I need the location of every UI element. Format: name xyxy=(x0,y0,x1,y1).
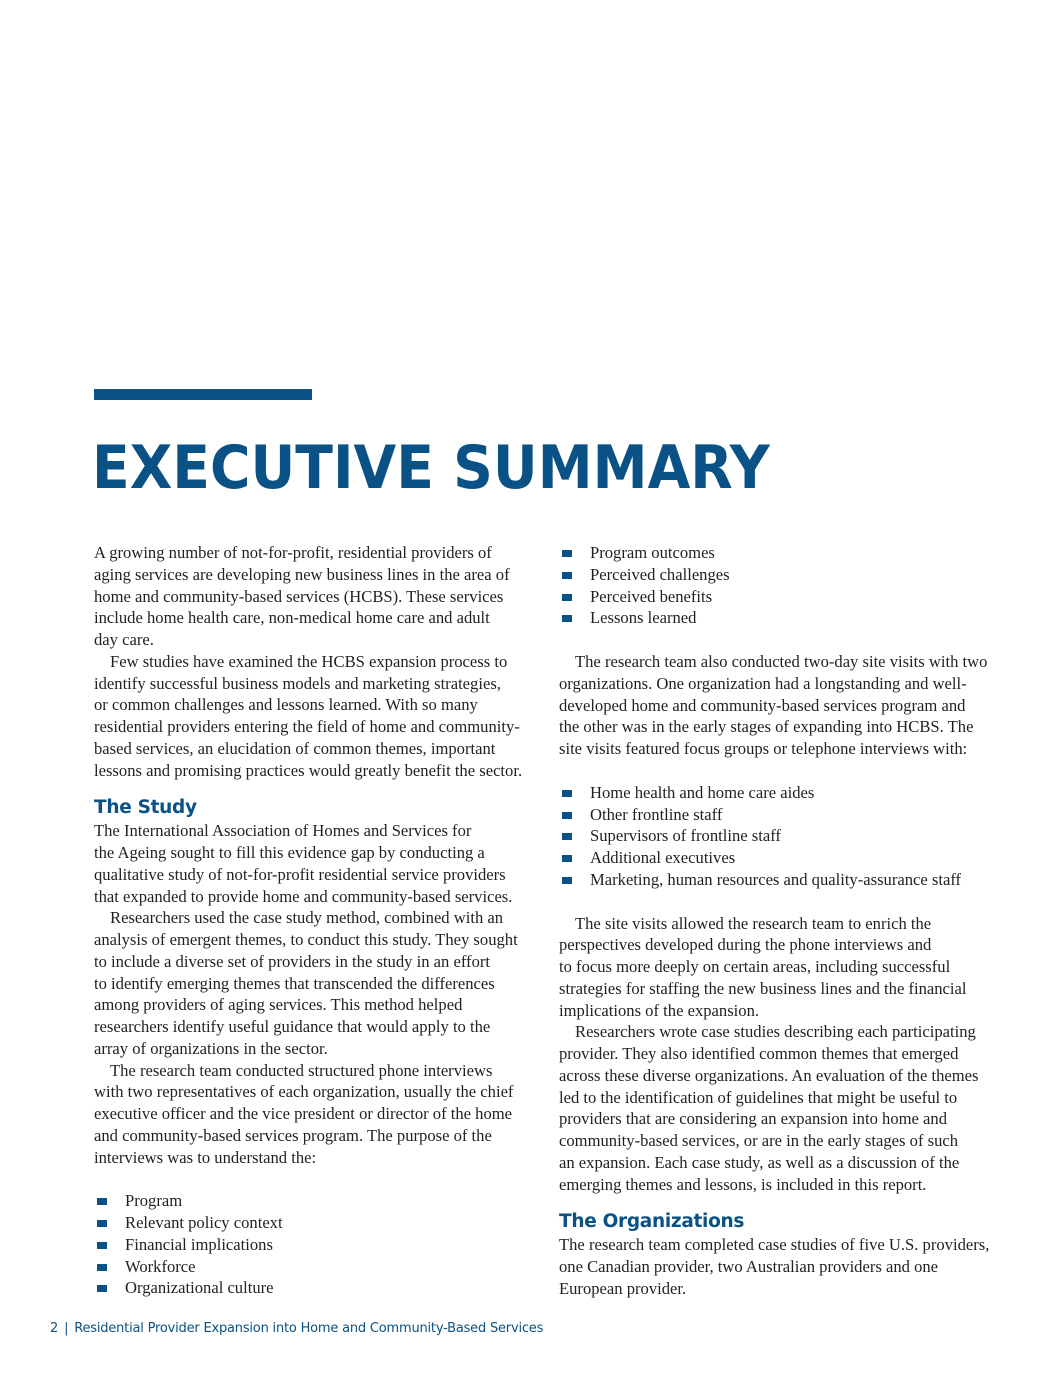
text-line: Researchers used the case study method, combined with an xyxy=(110,908,504,928)
text-line: strategies for staffing the new business lines and the financial xyxy=(559,978,967,998)
site-visits-paragraph xyxy=(559,651,1009,760)
square-bullet-icon xyxy=(562,615,572,622)
list-item xyxy=(559,607,1009,629)
text-line: executive officer and the vice president or director of the home xyxy=(94,1104,513,1123)
list-item xyxy=(559,586,1009,608)
text-line: emerging themes and lessons, is included in this report. xyxy=(559,1174,927,1194)
list-item xyxy=(559,564,1009,586)
text-line: developed home and community-based services program and xyxy=(559,695,966,715)
square-bullet-icon xyxy=(562,572,572,579)
list-item xyxy=(559,825,1009,847)
text-line: A growing number of not-for-profit, residential providers of xyxy=(94,543,492,562)
square-bullet-icon xyxy=(97,1264,107,1271)
list-item-label: Financial implications xyxy=(125,1234,273,1254)
list-item-label: Workforce xyxy=(125,1256,196,1276)
text-line: site visits featured focus groups or telephone interviews with: xyxy=(559,739,968,758)
text-line: Researchers wrote case studies describing each participating xyxy=(575,1022,976,1042)
list-item-label: Relevant policy context xyxy=(125,1213,283,1232)
square-bullet-icon xyxy=(562,550,572,557)
intro-paragraph-2 xyxy=(94,651,544,782)
study-paragraph-1 xyxy=(94,820,544,907)
list-item-label: Other frontline staff xyxy=(590,804,723,824)
page-footer xyxy=(50,1321,543,1336)
study-paragraph-2 xyxy=(94,907,544,1059)
text-line: The site visits allowed the research team to enrich the xyxy=(575,913,932,933)
list-item xyxy=(94,1277,544,1299)
text-line: day care. xyxy=(94,630,154,649)
text-line: community-based services, or are in the early stages of such xyxy=(559,1131,959,1150)
section-heading-the-study: The Study xyxy=(94,797,197,819)
list-item-label: Supervisors of frontline staff xyxy=(590,826,781,846)
square-bullet-icon xyxy=(562,790,572,797)
text-line: analysis of emergent themes, to conduct this study. They sought xyxy=(94,930,518,949)
square-bullet-icon xyxy=(97,1242,107,1249)
text-line: and community-based services program. The purpose of the xyxy=(94,1125,492,1145)
text-line: with two representatives of each organization, usually the chief xyxy=(94,1082,514,1102)
list-item xyxy=(94,1212,544,1234)
square-bullet-icon xyxy=(97,1285,107,1292)
interview-topics-list xyxy=(94,1190,544,1299)
text-line: that expanded to provide home and community-based services. xyxy=(94,886,513,906)
square-bullet-icon xyxy=(562,855,572,862)
text-line: home and community-based services (HCBS). These services xyxy=(94,586,504,606)
square-bullet-icon xyxy=(97,1220,107,1227)
text-line: lessons and promising practices would greatly benefit the sector. xyxy=(94,760,523,780)
text-line: The research team conducted structured phone interviews xyxy=(110,1060,493,1080)
interview-topics-continued-list xyxy=(559,542,1009,629)
list-item xyxy=(559,869,1009,891)
right-column xyxy=(559,542,1009,1300)
footer-separator: | xyxy=(64,1321,69,1336)
list-item-label: Perceived benefits xyxy=(590,586,713,606)
text-line: one Canadian provider, two Australian providers and one xyxy=(559,1257,939,1276)
text-line: The International Association of Homes and Services for xyxy=(94,821,472,841)
list-item-label: Lessons learned xyxy=(590,608,697,628)
text-line: implications of the expansion. xyxy=(559,1000,760,1020)
text-line: to identify emerging themes that transcended the differences xyxy=(94,973,495,993)
text-line: identify successful business models and marketing strategies, xyxy=(94,673,501,693)
text-line: among providers of aging services. This method helped xyxy=(94,995,463,1015)
list-item xyxy=(94,1234,544,1256)
text-line: led to the identification of guidelines that might be useful to xyxy=(559,1087,958,1107)
text-line: or common challenges and lessons learned. With so many xyxy=(94,695,478,715)
list-item-label: Organizational culture xyxy=(125,1278,274,1298)
text-line: an expansion. Each case study, as well as a discussion of the xyxy=(559,1152,960,1172)
text-line: to focus more deeply on certain areas, including successful xyxy=(559,957,951,976)
text-line: organizations. One organization had a longstanding and well- xyxy=(559,673,967,693)
text-line: Few studies have examined the HCBS expansion process to xyxy=(110,651,508,671)
site-visit-participants-list xyxy=(559,782,1009,891)
square-bullet-icon xyxy=(562,877,572,884)
text-line: to include a diverse set of providers in the study in an effort xyxy=(94,951,490,971)
list-item xyxy=(94,1190,544,1212)
text-line: aging services are developing new business lines in the area of xyxy=(94,564,510,584)
square-bullet-icon xyxy=(97,1198,107,1205)
list-item-label: Program xyxy=(125,1191,183,1211)
list-item-label: Home health and home care aides xyxy=(590,782,815,802)
text-line: provider. They also identified common themes that emerged xyxy=(559,1044,959,1063)
list-item xyxy=(559,804,1009,826)
text-line: providers that are considering an expansion into home and xyxy=(559,1109,948,1129)
left-column xyxy=(94,542,544,1299)
intro-paragraph-1 xyxy=(94,542,544,651)
text-line: The research team also conducted two-day site visits with two xyxy=(575,652,988,671)
organizations-paragraph xyxy=(559,1234,1009,1299)
square-bullet-icon xyxy=(562,833,572,840)
text-line: array of organizations in the sector. xyxy=(94,1038,328,1058)
running-title: Residential Provider Expansion into Home and Community-Based Services xyxy=(74,1321,544,1336)
site-visits-outcome-paragraph xyxy=(559,913,1009,1022)
study-paragraph-3 xyxy=(94,1060,544,1169)
text-line: based services, an elucidation of common themes, important xyxy=(94,738,496,758)
page-number: 2 xyxy=(50,1321,59,1336)
text-line: The research team completed case studies of five U.S. providers, xyxy=(559,1235,990,1255)
page-title: EXECUTIVE SUMMARY xyxy=(92,433,770,503)
text-line: the Ageing sought to fill this evidence gap by conducting a xyxy=(94,843,485,862)
list-item xyxy=(559,542,1009,564)
text-line: European provider. xyxy=(559,1278,687,1298)
text-line: perspectives developed during the phone interviews and xyxy=(559,935,932,955)
square-bullet-icon xyxy=(562,594,572,601)
list-item xyxy=(559,847,1009,869)
section-heading-the-organizations: The Organizations xyxy=(559,1211,745,1233)
square-bullet-icon xyxy=(562,812,572,819)
text-line: include home health care, non-medical home care and adult xyxy=(94,608,490,628)
text-line: qualitative study of not-for-profit residential service providers xyxy=(94,864,506,884)
text-line: researchers identify useful guidance that would apply to the xyxy=(94,1017,491,1036)
list-item-label: Marketing, human resources and quality-assurance staff xyxy=(590,869,962,889)
list-item-label: Perceived challenges xyxy=(590,564,730,584)
list-item xyxy=(94,1256,544,1278)
text-line: interviews was to understand the: xyxy=(94,1147,317,1167)
text-line: residential providers entering the field of home and community- xyxy=(94,717,520,736)
list-item xyxy=(559,782,1009,804)
text-line: the other was in the early stages of expanding into HCBS. The xyxy=(559,717,974,737)
text-line: across these diverse organizations. An evaluation of the themes xyxy=(559,1065,979,1085)
case-studies-paragraph xyxy=(559,1021,1009,1195)
list-item-label: Program outcomes xyxy=(590,543,715,562)
title-accent-rule xyxy=(94,389,312,400)
list-item-label: Additional executives xyxy=(590,848,736,867)
